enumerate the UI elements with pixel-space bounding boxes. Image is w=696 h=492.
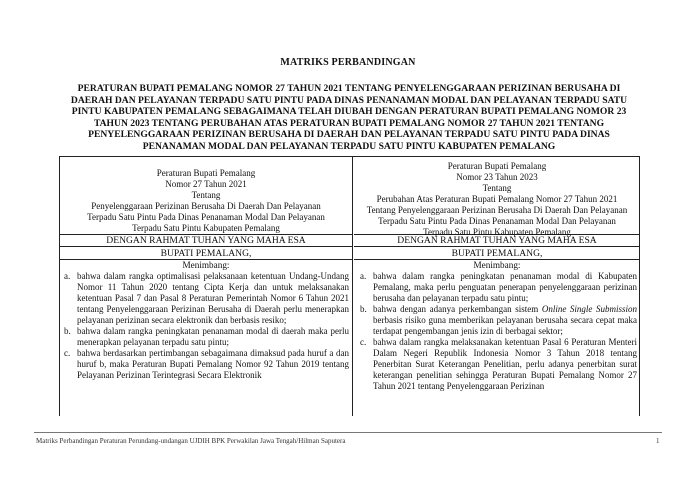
right-considerations (354, 271, 640, 392)
left-rahmat: DENGAN RAHMAT TUHAN YANG MAHA ESA (60, 235, 352, 247)
item-text: bahwa dalam rangka optimalisasi pelaksanaan ketentuan Undang-Undang Nomor 11 Tahun 2020 tentang Cipta Kerja dan untuk melaksanakan ketentuan Pasal 7 dan Pasal 8 Peraturan Pemerintah Nomor 6 Tahun 2021 tentang Penyelenggaraan Perizinan Berusaha di Daerah perlu menerapkan pelayanan perizinan secara elektronik dan berbasis resiko; (77, 271, 349, 325)
item-marker: b. (64, 326, 71, 336)
list-item (354, 271, 640, 304)
item-text: bahwa berdasarkan pertimbangan sebagaimana dimaksud pada huruf a dan huruf b, maka Peraturan Bupati Pemalang Nomor 92 Tahun 2019 tentang Pelayanan Perizinan Terintegrasi Secara Elektronik (77, 348, 349, 380)
item-marker: a. (360, 271, 367, 281)
right-title-line: Tentang (482, 183, 512, 193)
left-menimbang-label: Menimbang: (182, 260, 230, 270)
left-title-line: Tentang (191, 190, 221, 200)
list-item (60, 348, 352, 381)
left-bupati: BUPATI PEMALANG, (60, 247, 352, 260)
right-title-line: Perubahan Atas Peraturan Bupati Pemalang Nomor 27 Tahun 2021 (376, 194, 618, 204)
left-title-line: Peraturan Bupati Pemalang (156, 168, 256, 178)
right-column (354, 157, 640, 416)
list-item (60, 326, 352, 348)
regulation-heading: PERATURAN BUPATI PEMALANG NOMOR 27 TAHUN 2021 TENTANG PENYELENGGARAAN PERIZINAN BERUSAHA DI DAERAH DAN PELAYANAN TERPADU SATU PINTU PADA DINAS PENANAMAN MODAL DAN PELAYANAN TERPADU SATU PINTU KABUPATEN PEMALANG SEBAGAIMANA TELAH DIUBAH DENGAN PERATURAN BUPATI PEMALANG NOMOR 23 TAHUN 2023 TENTANG PERUBAHAN ATAS PERATURAN BUPATI PEMALANG NOMOR 27 TAHUN 2021 TENTANG PENYELENGGARAAN PERIZINAN BERUSAHA DI DAERAH DAN PELAYANAN TERPADU SATU PINTU PADA DINAS PENANAMAN MODAL DAN PELAYANAN TERPADU SATU PINTU KABUPATEN PEMALANG (70, 83, 628, 152)
item-text-italic: Online Single Submission (541, 304, 637, 314)
right-regulation-title (354, 157, 640, 235)
footer-divider (34, 432, 662, 433)
left-title-line: Terpadu Satu Pintu Kabupaten Pemalang (132, 223, 280, 233)
item-marker: b. (360, 304, 367, 314)
right-title-line: Nomor 23 Tahun 2023 (456, 172, 538, 182)
right-title-line: Peraturan Bupati Pemalang (447, 161, 547, 171)
left-title-line: Nomor 27 Tahun 2021 (165, 179, 247, 189)
item-marker: c. (360, 337, 367, 347)
left-title-line: Penyelenggaraan Perizinan Berusaha Di Daerah Dan Pelayanan (91, 201, 321, 211)
left-considerations (60, 271, 352, 381)
item-text: bahwa dengan adanya perkembangan sistem (373, 304, 542, 314)
right-menimbang-label: Menimbang: (473, 260, 521, 270)
left-regulation-title (60, 157, 352, 235)
right-title-line: Terpadu Satu Pintu Pada Dinas Penanaman Modal Dan Pelayanan (378, 216, 616, 226)
left-title-line: Terpadu Satu Pintu Pada Dinas Penanaman Modal Dan Pelayanan (87, 212, 325, 222)
right-title-line: Tentang Penyelenggaraan Perizinan Berusaha Di Daerah Dan Pelayanan (366, 205, 628, 215)
item-marker: c. (64, 348, 71, 358)
item-marker: a. (64, 271, 71, 281)
page-title: MATRIKS PERBANDINGAN (280, 57, 416, 68)
item-text: bahwa dalam rangka peningkatan penanaman modal di daerah maka perlu menerapkan pelayanan terpadu satu pintu; (77, 326, 349, 347)
item-text: bahwa dalam rangka melaksanakan ketentuan Pasal 6 Peraturan Menteri Dalam Negeri Republik Indonesia Nomor 3 Tahun 2018 tentang Penerbitan Surat Keterangan Penelitian, perlu adanya penerbitan surat keterangan penelitian sehingga Peraturan Bupati Pemalang Nomor 27 Tahun 2021 tentang Penyelenggaraan Perizinan (373, 337, 637, 391)
comparison-table (59, 156, 640, 416)
list-item (354, 337, 640, 392)
list-item (60, 271, 352, 326)
list-item (354, 304, 640, 337)
footer-text: Matriks Perbandingan Peraturan Perundang-undangan UJDIH BPK Perwakilan Jawa Tengah/Hilman Saputera (36, 437, 346, 445)
right-title-line: Terpadu Satu Pintu Kabupaten Pemalang (423, 227, 571, 237)
item-text: bahwa dalam rangka peningkatan penanaman modal di Kabupaten Pemalang, maka perlu penguatan penerapan penyelenggaraan perizinan berusaha dan pelayanan terpadu satu pintu; (373, 271, 637, 303)
right-rahmat: DENGAN RAHMAT TUHAN YANG MAHA ESA (354, 235, 640, 247)
left-column (60, 157, 353, 416)
item-text: berbasis risiko guna memberikan pelayanan berusaha secara cepat maka terdapat pengembangan jenis izin di berbagai sektor; (373, 315, 637, 336)
page-number: 1 (656, 437, 660, 445)
right-bupati: BUPATI PEMALANG, (354, 247, 640, 260)
